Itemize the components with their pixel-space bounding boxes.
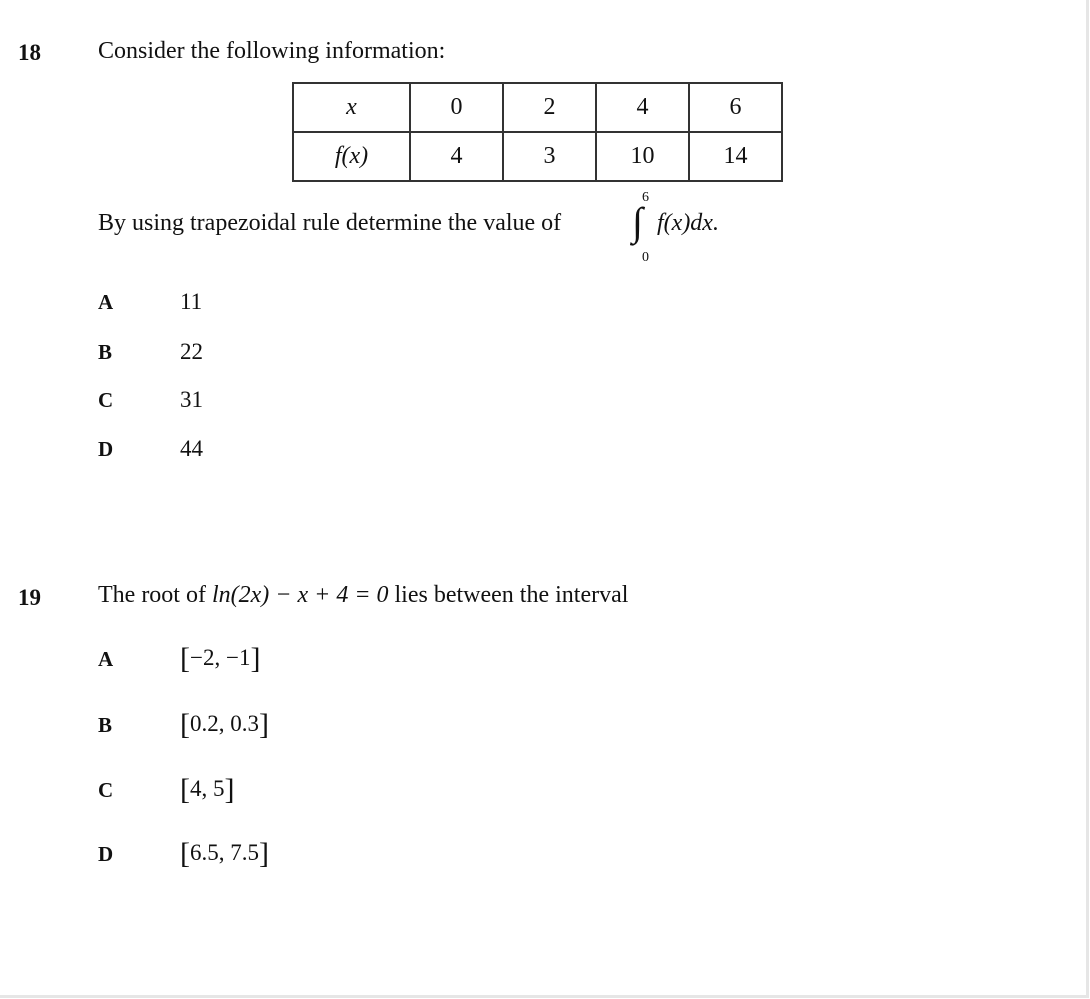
question-18-text: By using trapezoidal rule determine the value of: [98, 210, 562, 236]
question-19-suffix: lies between the interval: [394, 582, 629, 608]
option-interval-a: [−2, −1]: [180, 642, 261, 675]
option-letter-a: A: [98, 290, 114, 314]
question-19-equation: ln(2x) − x + 4 = 0: [211, 582, 389, 608]
table-header-x: x: [293, 83, 410, 132]
table-cell: 0: [410, 83, 503, 132]
option-letter-d: D: [98, 842, 114, 866]
table-cell: 10: [596, 132, 689, 181]
table-cell: 4: [410, 132, 503, 181]
table-row-x: [293, 83, 782, 132]
table-cell: 14: [689, 132, 782, 181]
values-table: [292, 82, 783, 182]
integral-sign: ∫: [632, 199, 643, 244]
option-value-a: 11: [180, 289, 203, 314]
option-value-d: 44: [180, 436, 203, 461]
option-value-c: 31: [180, 387, 203, 412]
question-19-prefix: The root of: [98, 582, 206, 608]
integral-integrand: f(x)dx.: [657, 210, 719, 236]
table-row-fx: [293, 132, 782, 181]
table-header-fx: f(x): [293, 132, 410, 181]
table-cell: 4: [596, 83, 689, 132]
option-interval-c: [4, 5]: [180, 773, 235, 806]
question-18-intro: Consider the following information:: [98, 38, 446, 64]
question-18-number: 18: [18, 40, 41, 65]
question-19-text: [98, 582, 628, 609]
table-cell: 3: [503, 132, 596, 181]
option-letter-c: C: [98, 778, 114, 802]
option-interval-b: [0.2, 0.3]: [180, 708, 269, 741]
option-interval-d: [6.5, 7.5]: [180, 837, 269, 870]
option-letter-b: B: [98, 340, 113, 364]
option-letter-b: B: [98, 713, 113, 737]
option-letter-d: D: [98, 437, 114, 461]
option-letter-c: C: [98, 388, 114, 412]
option-letter-a: A: [98, 647, 114, 671]
option-value-b: 22: [180, 339, 203, 364]
table-cell: 6: [689, 83, 782, 132]
question-19-number: 19: [18, 585, 41, 610]
table-cell: 2: [503, 83, 596, 132]
integral-lower-limit: 0: [642, 250, 649, 265]
integral-upper-limit: 6: [642, 190, 649, 205]
